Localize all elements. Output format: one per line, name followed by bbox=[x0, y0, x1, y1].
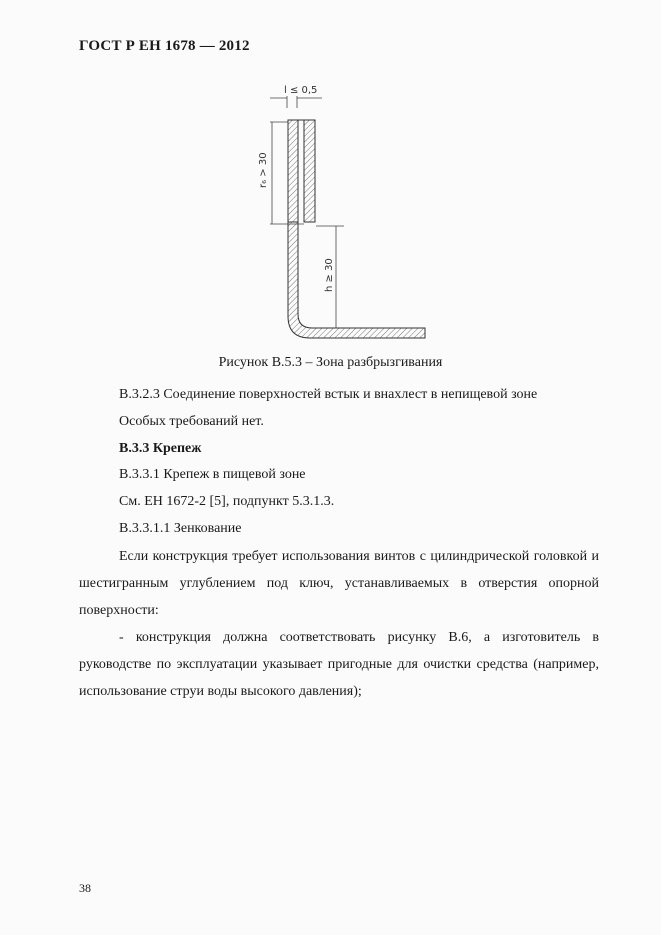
dim-left-label: r₆ > 30 bbox=[258, 152, 269, 188]
clause-b3-3-1: В.3.3.1 Крепеж в пищевой зоне bbox=[119, 467, 306, 482]
l-profile bbox=[288, 222, 425, 338]
document-header: ГОСТ Р ЕН 1678 — 2012 bbox=[79, 38, 250, 54]
dimension-height bbox=[316, 226, 344, 328]
plate-left bbox=[288, 120, 298, 222]
paragraph-screws: Если конструкция требует использования винтов с цилиндрической головкой и шестигранным углублением под ключ, устанавливаемых в отверстия опорной поверхности: bbox=[79, 549, 599, 618]
clause-b3-2-3: В.3.2.3 Соединение поверхностей встык и внахлест в непищевой зоне bbox=[119, 387, 538, 402]
dimension-gap bbox=[270, 85, 322, 108]
page-number: 38 bbox=[79, 881, 91, 895]
paragraph-requirement: - конструкция должна соответствовать рисунку В.6, а изготовитель в руководстве по эксплуатации указывает пригодные для очистки средства (например, использование струи воды высокого давления); bbox=[79, 630, 599, 699]
plate-right bbox=[304, 120, 315, 222]
clause-b3-3-1-1: В.3.3.1.1 Зенкование bbox=[119, 521, 242, 536]
figure-drawing bbox=[240, 76, 440, 346]
figure-caption: Рисунок В.5.3 – Зона разбрызгивания bbox=[218, 355, 443, 370]
dim-right-label: h ≥ 30 bbox=[324, 258, 335, 292]
dim-top-label: l ≤ 0,5 bbox=[284, 85, 318, 96]
figure-splash-zone bbox=[240, 76, 440, 346]
reference-line: См. ЕН 1672-2 [5], подпункт 5.3.1.3. bbox=[119, 494, 335, 509]
section-heading: В.3.3 Крепеж bbox=[119, 441, 202, 456]
no-requirements: Особых требований нет. bbox=[119, 414, 264, 429]
